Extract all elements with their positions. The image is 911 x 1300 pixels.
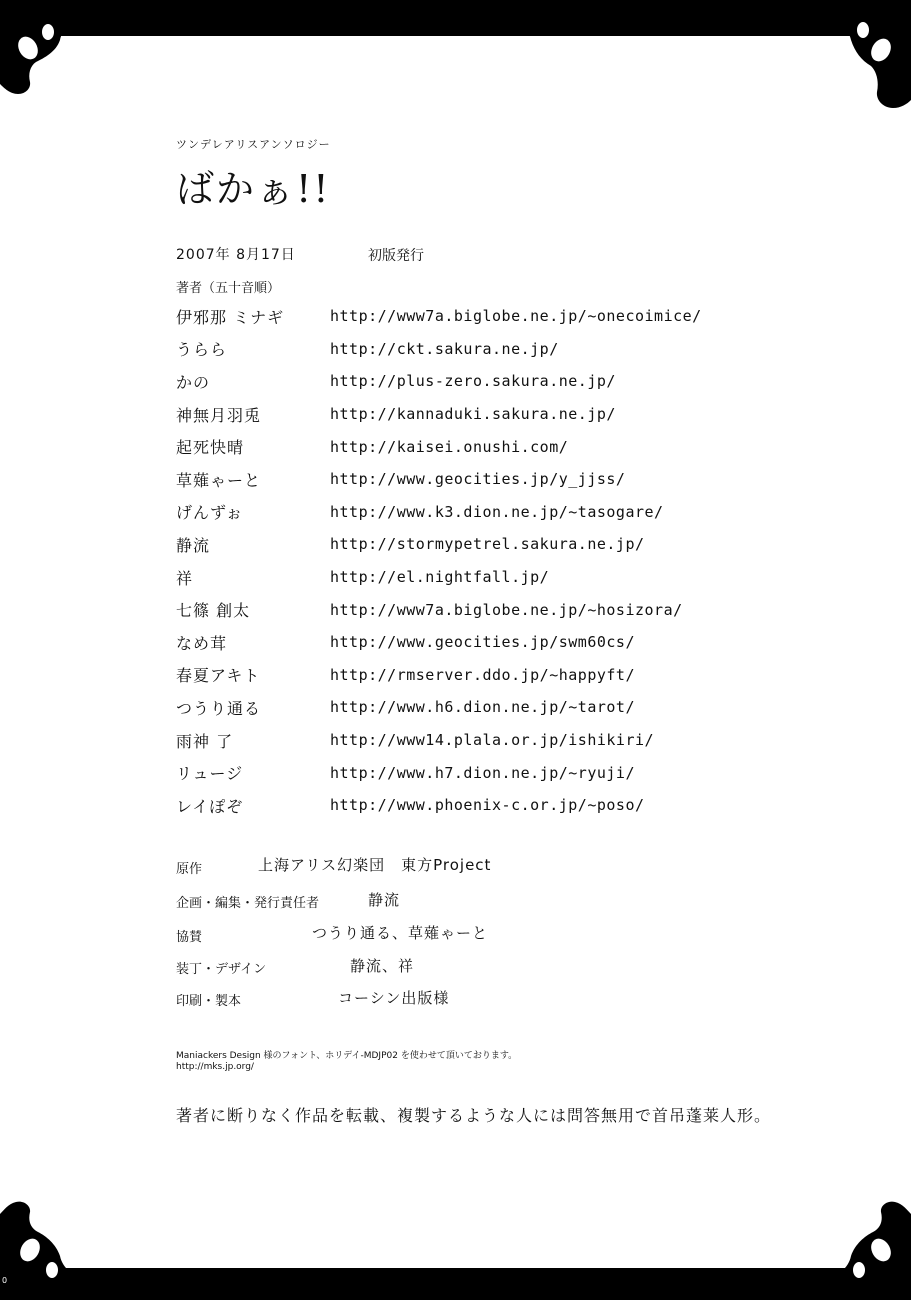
publication-date: 2007年 8月17日: [176, 247, 296, 263]
list-item: [176, 561, 816, 594]
edition-label: 初版発行: [368, 248, 424, 264]
author-name: レイぽぞ: [176, 796, 244, 816]
list-item: [176, 365, 816, 398]
list-item: [176, 626, 816, 659]
page-number: 0: [2, 1276, 8, 1285]
credit-sponsor-value: つうり通る、草薙ゃーと: [312, 924, 489, 942]
author-url: http://www14.plala.or.jp/ishikiri/: [330, 731, 655, 750]
list-item: [176, 789, 816, 822]
author-name: 祥: [176, 568, 194, 588]
author-name: 七篠 創太: [176, 601, 251, 621]
font-credit-url: http://mks.jp.org/: [176, 1062, 254, 1072]
credit-sponsor-label: 協賛: [176, 930, 203, 945]
author-url: http://www.geocities.jp/swm60cs/: [330, 633, 635, 652]
credit-design-label: 装丁・デザイン: [176, 962, 267, 977]
author-url: http://www7a.biglobe.ne.jp/~onecoimice/: [330, 307, 702, 326]
author-name: 伊邪那 ミナギ: [176, 307, 285, 327]
authors-heading: 著者（五十音順）: [176, 281, 281, 296]
author-url: http://www.h6.dion.ne.jp/~tarot/: [330, 698, 635, 717]
credit-original-value: 上海アリス幻楽団 東方Project: [258, 856, 492, 874]
author-url: http://kannaduki.sakura.ne.jp/: [330, 405, 616, 424]
author-url: http://www.k3.dion.ne.jp/~tasogare/: [330, 502, 664, 521]
bottom-border-bar: [0, 1268, 911, 1300]
author-name: げんずぉ: [176, 503, 244, 523]
author-name: なめ茸: [176, 633, 228, 653]
top-right-corner-ornament: [831, 0, 911, 110]
bottom-right-corner-ornament: [831, 1200, 911, 1300]
author-name: かの: [176, 372, 211, 392]
author-name: 草薙ゃーと: [176, 470, 262, 490]
author-url: http://el.nightfall.jp/: [330, 568, 550, 587]
author-name: つうり通る: [176, 698, 262, 718]
credit-printing-value: コーシン出版様: [338, 989, 450, 1007]
list-item: [176, 691, 816, 724]
author-url: http://stormypetrel.sakura.ne.jp/: [330, 535, 645, 554]
credit-printing-label: 印刷・製本: [176, 994, 242, 1009]
list-item: [176, 300, 816, 333]
author-url: http://www.h7.dion.ne.jp/~ryuji/: [330, 763, 635, 782]
credit-design-value: 静流、祥: [350, 957, 415, 975]
list-item: [176, 756, 816, 789]
list-item: [176, 496, 816, 529]
author-url: http://www7a.biglobe.ne.jp/~hosizora/: [330, 600, 683, 619]
copyright-notice: 著者に断りなく作品を転載、複製するような人には問答無用で首吊蓬莱人形。: [176, 1106, 772, 1125]
list-item: [176, 430, 816, 463]
list-item: [176, 659, 816, 692]
author-name: 起死快晴: [176, 438, 245, 458]
author-name: 春夏アキト: [176, 666, 261, 686]
top-left-corner-ornament: [0, 0, 80, 95]
list-item: [176, 333, 816, 366]
top-border-bar: [0, 0, 911, 36]
author-name: 神無月羽兎: [176, 405, 262, 425]
list-item: [176, 593, 816, 626]
author-name: リュージ: [176, 764, 244, 784]
author-name: 静流: [176, 535, 211, 555]
anthology-subtitle: ツンデレアリスアンソロジー: [176, 138, 331, 151]
author-name: 雨神 了: [176, 731, 234, 751]
credit-editor-label: 企画・編集・発行責任者: [176, 896, 320, 911]
author-url: http://www.phoenix-c.or.jp/~poso/: [330, 796, 645, 815]
author-url: http://kaisei.onushi.com/: [330, 437, 569, 456]
list-item: [176, 528, 816, 561]
author-url: http://ckt.sakura.ne.jp/: [330, 339, 559, 358]
credit-editor-value: 静流: [368, 891, 401, 909]
author-url: http://www.geocities.jp/y_jjss/: [330, 470, 626, 489]
list-item: [176, 724, 816, 757]
bottom-left-corner-ornament: [0, 1200, 80, 1300]
list-item: [176, 398, 816, 431]
author-url: http://rmserver.ddo.jp/~happyft/: [330, 665, 635, 684]
author-list: [176, 300, 816, 822]
font-credit-note: Maniackers Design 様のフォント、ホリデイ-MDJP02 を使わせて頂いております。: [176, 1051, 518, 1061]
author-name: うらら: [176, 340, 228, 360]
book-title: ばかぁ!!: [176, 167, 331, 211]
credit-original-label: 原作: [176, 862, 203, 877]
author-url: http://plus-zero.sakura.ne.jp/: [330, 372, 616, 391]
list-item: [176, 463, 816, 496]
